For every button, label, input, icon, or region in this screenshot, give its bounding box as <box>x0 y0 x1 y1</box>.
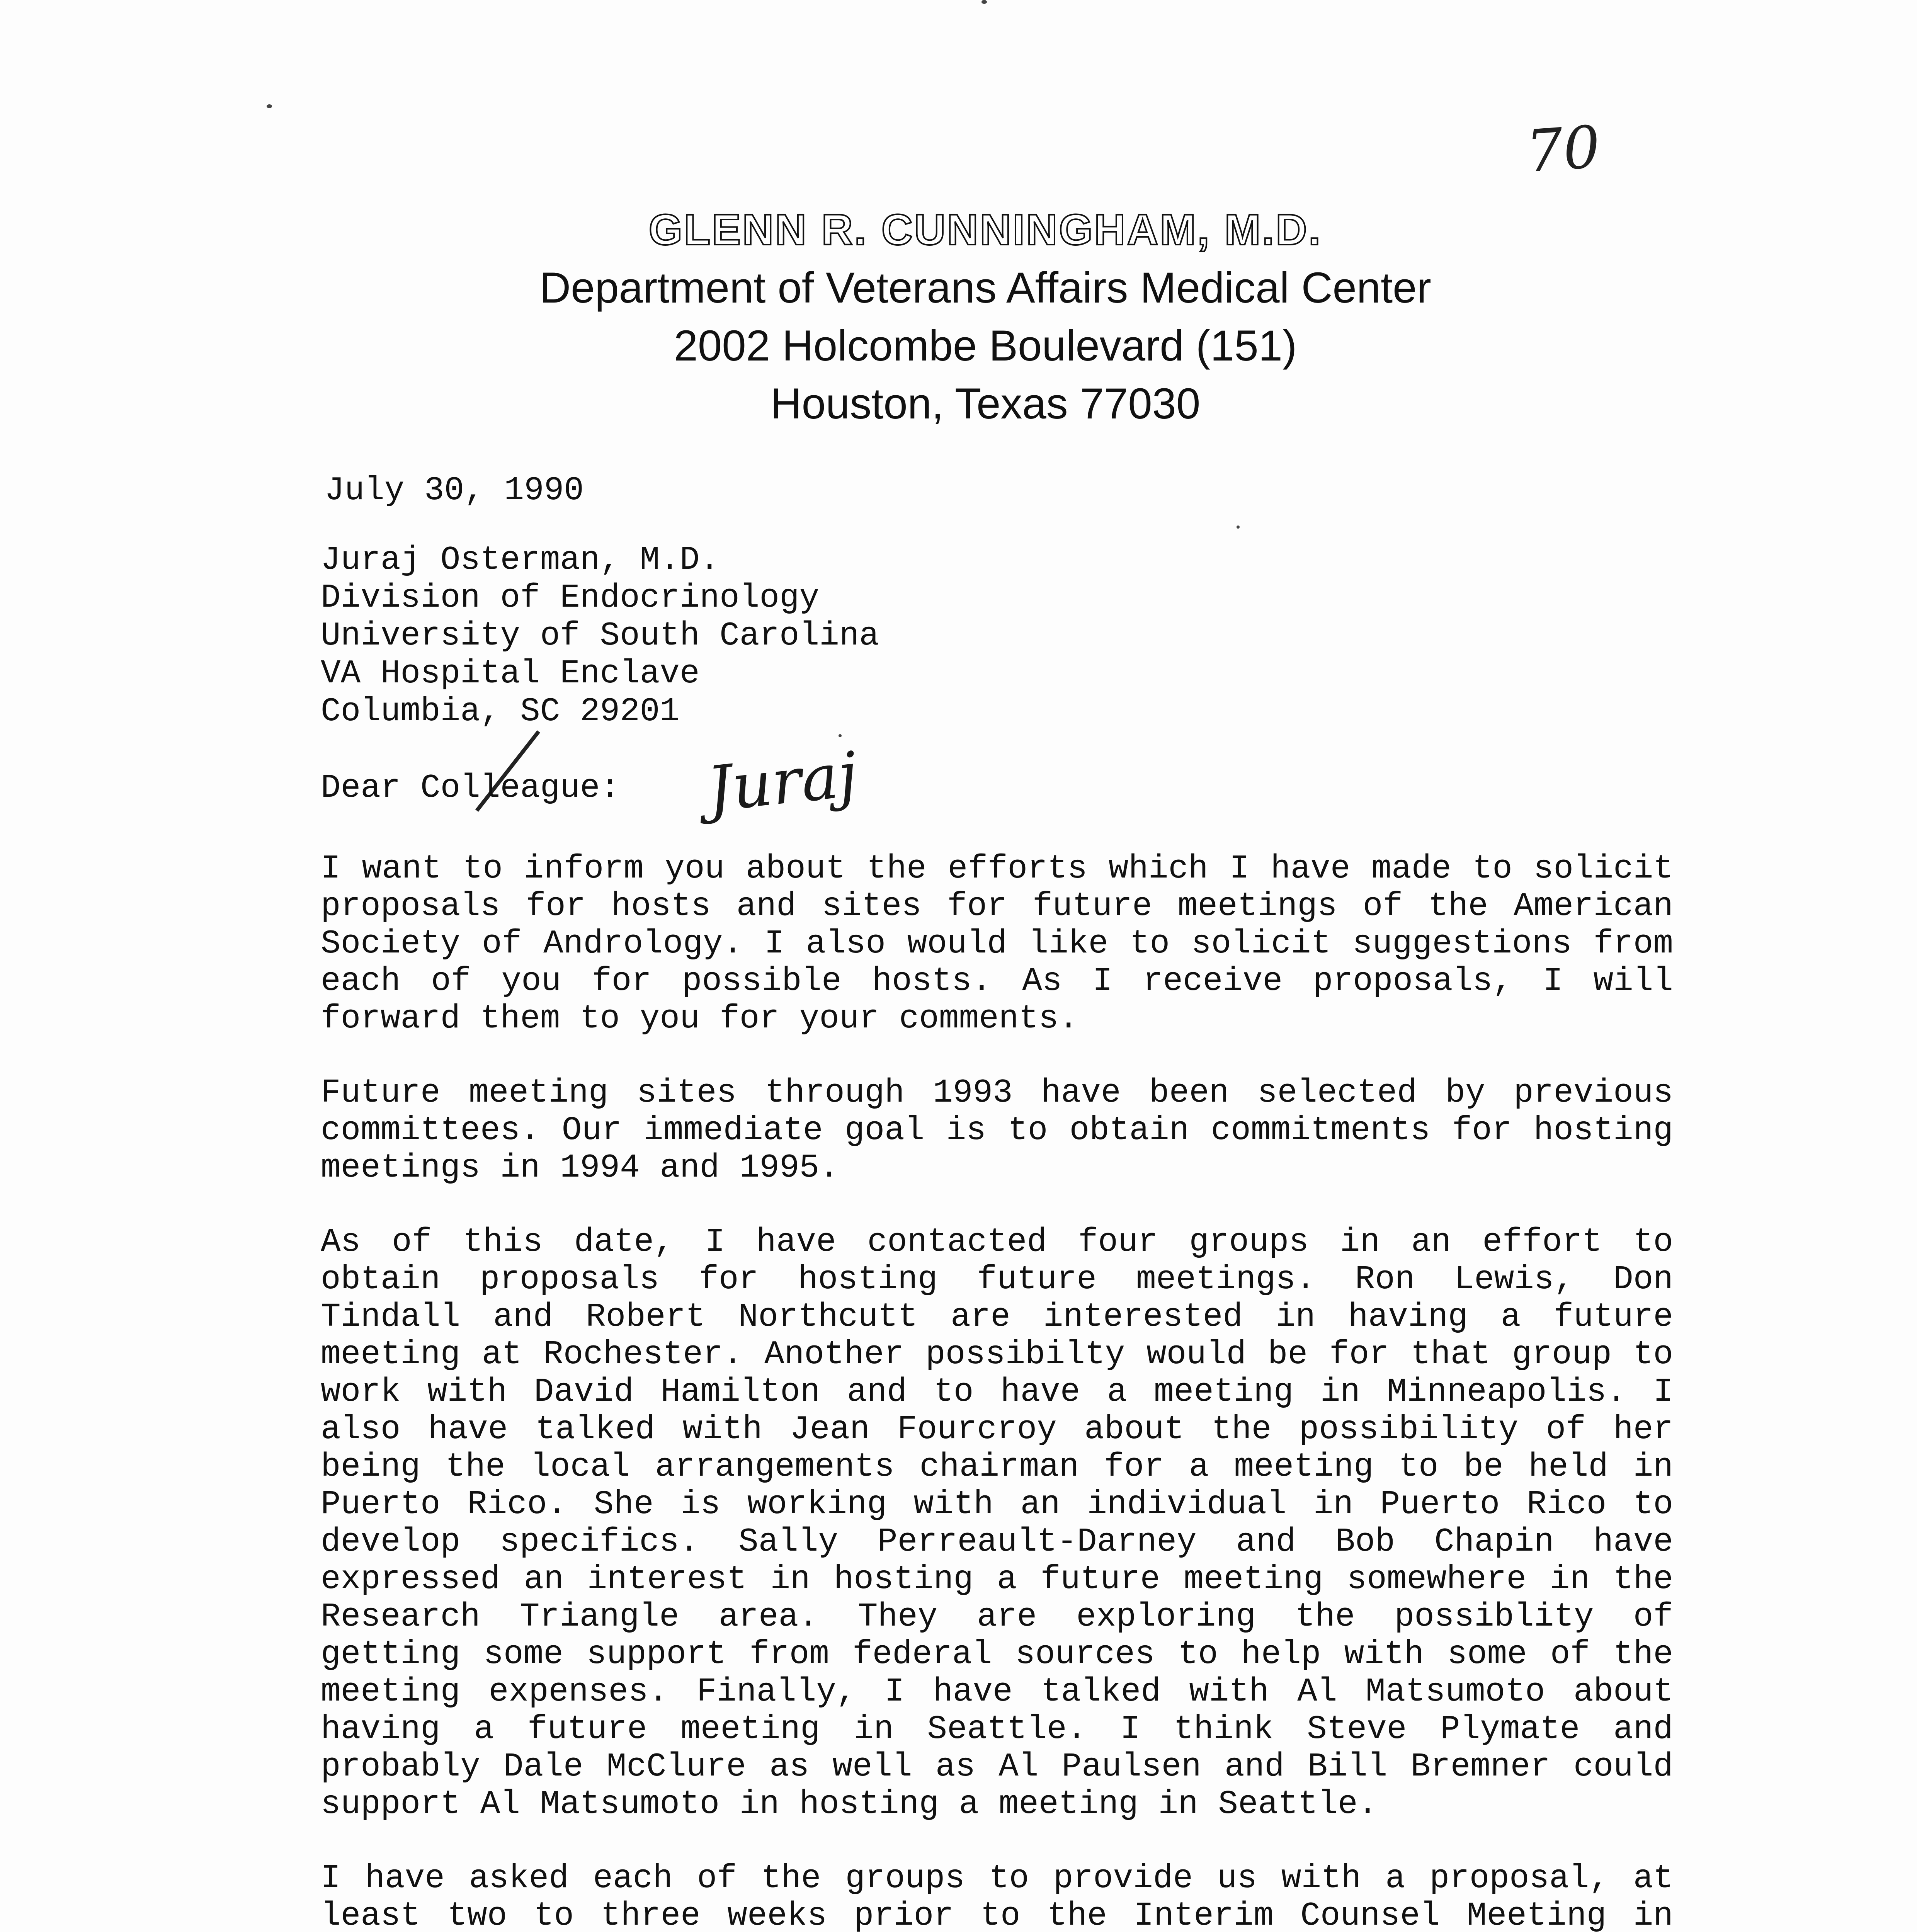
letterhead-city: Houston, Texas 77030 <box>770 379 1201 428</box>
recipient-city: Columbia, SC 29201 <box>321 692 680 730</box>
recipient-division: Division of Endocrinology <box>321 579 820 617</box>
scan-speck <box>839 734 842 737</box>
recipient-location: VA Hospital Enclave <box>321 655 700 692</box>
letterhead <box>406 201 1565 433</box>
body-paragraph-1: I want to inform you about the efforts which I have made to solicit proposals for hosts and sites for future meetings of the American Society of Andrology. I also would like to solicit suggestions from each of you for possible hosts. As I receive proposals, I will forward them to you for your comments. <box>321 850 1673 1037</box>
salutation: Dear Colleague: <box>321 769 620 807</box>
body-paragraph-2: Future meeting sites through 1993 have been selected by previous committees. Our immediate goal is to obtain commitments for hosting meetings in 1994 and 1995. <box>321 1074 1673 1187</box>
letterhead-street: 2002 Holcombe Boulevard (151) <box>674 321 1297 370</box>
body-paragraph-3: As of this date, I have contacted four groups in an effort to obtain proposals for hosting future meetings. Ron Lewis, Don Tindall and Robert Northcutt are interested in having a future meeting at Rochester. Another possibilty would be for that group to work with David Hamilton and to have a meeting in Minneapolis. I also have talked with Jean Fourcroy about the possibility of her being the local arrangements chairman for a meeting to be held in Puerto Rico. She is working with an individual in Puerto Rico to develop specifics. Sally Perreault-Darney and Bob Chapin have expressed an interest in hosting a future meeting somewhere in the Research Triangle area. They are exploring the possiblity of getting some support from federal sources to help with some of the meeting expenses. Finally, I have talked with Al Matsumoto about having a future meeting in Seattle. I think Steve Plymate and probably Dale McClure as well as Al Paulsen and Bill Bremner could support Al Matsumoto in hosting a meeting in Seattle. <box>321 1223 1673 1823</box>
scan-speck <box>1237 526 1240 529</box>
handwritten-page-number: 70 <box>1524 113 1602 186</box>
recipient-university: University of South Carolina <box>321 617 879 655</box>
recipient-name: Juraj Osterman, M.D. <box>321 541 720 579</box>
scan-speck <box>981 0 987 4</box>
scan-speck <box>267 104 272 108</box>
recipient-address <box>321 541 879 730</box>
letterhead-institution: Department of Veterans Affairs Medical Center <box>539 264 1431 312</box>
handwritten-name: Juraj <box>704 738 861 826</box>
letterhead-name: GLENN R. CUNNINGHAM, M.D. <box>648 206 1322 254</box>
body-paragraph-4: I have asked each of the groups to provide us with a proposal, at least two to three weeks prior to the Interim Counsel Meeting in <box>321 1859 1673 1932</box>
letter-body <box>321 850 1673 1932</box>
letter-date: July 30, 1990 <box>325 471 584 509</box>
